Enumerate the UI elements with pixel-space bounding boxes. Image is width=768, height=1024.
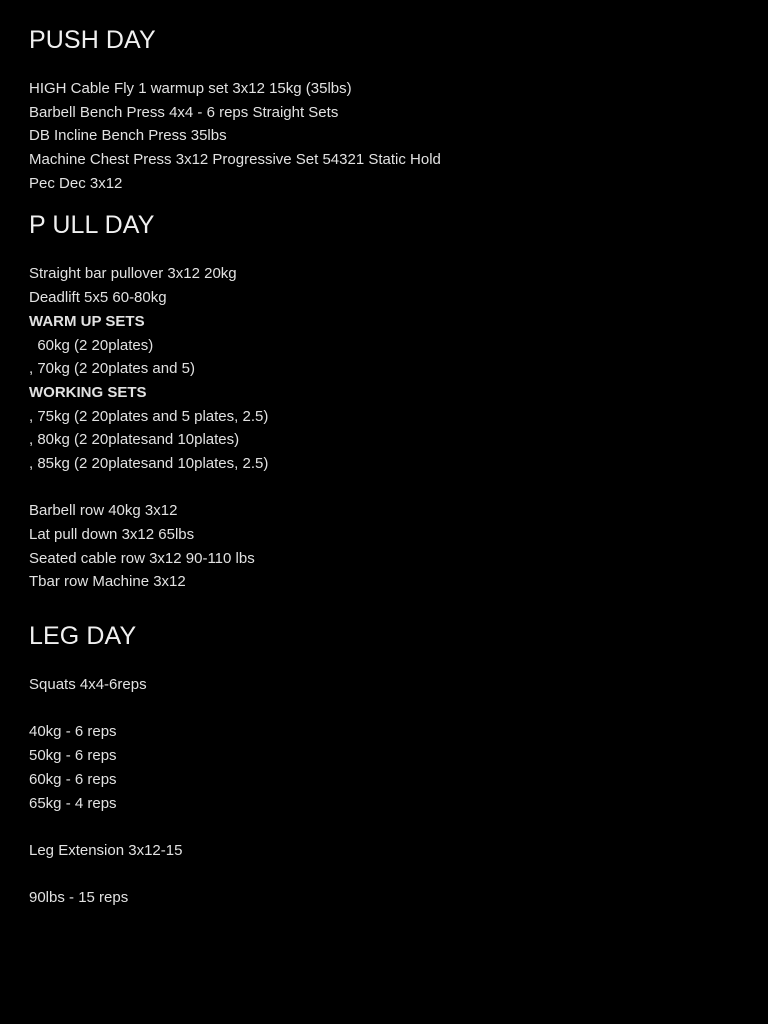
- exercise-line: , 80kg (2 20platesand 10plates): [29, 431, 240, 449]
- exercise-line: Barbell row 40kg 3x12: [29, 502, 178, 520]
- subheading-line: WORKING SETS: [29, 383, 147, 401]
- subheading-line: WARM UP SETS: [29, 312, 145, 330]
- blank-line: [29, 697, 739, 721]
- exercise-line: Squats 4x4-6reps: [29, 676, 147, 694]
- exercise-line: Barbell Bench Press 4x4 - 6 reps Straight Sets: [29, 103, 339, 121]
- exercise-line: Leg Extension 3x12-15: [29, 841, 183, 859]
- exercise-line: Lat pull down 3x12 65lbs: [29, 526, 195, 543]
- exercise-line: 65kg - 4 reps: [29, 794, 117, 812]
- exercise-line: Deadlift 5x5 60-80kg: [29, 289, 167, 307]
- leg-day-heading: LEG DAY: [29, 622, 137, 651]
- push-day-list: [29, 77, 739, 195]
- exercise-line: Tbar row Machine 3x12: [29, 573, 186, 591]
- blank-line: [29, 863, 739, 887]
- exercise-line: Straight bar pullover 3x12 20kg: [29, 265, 237, 283]
- pull-day-list: [29, 262, 739, 594]
- pull-day-heading: P ULL DAY: [29, 211, 155, 240]
- exercise-line: 60kg - 6 reps: [29, 770, 117, 788]
- exercise-line: 90lbs - 15 reps: [29, 889, 129, 907]
- exercise-line: Pec Dec 3x12: [29, 174, 123, 192]
- blank-line: [29, 476, 739, 500]
- push-day-heading: PUSH DAY: [29, 26, 156, 54]
- leg-day-list: [29, 673, 739, 910]
- exercise-line: 40kg - 6 reps: [29, 723, 117, 741]
- exercise-line: HIGH Cable Fly 1 warmup set 3x12 15kg (35lbs): [29, 80, 352, 97]
- exercise-line: 50kg - 6 reps: [29, 747, 117, 765]
- exercise-line: , 75kg (2 20plates and 5 plates, 2.5): [29, 407, 269, 425]
- exercise-line: , 85kg (2 20platesand 10plates, 2.5): [29, 454, 269, 472]
- exercise-line: DB Incline Bench Press 35lbs: [29, 127, 227, 145]
- exercise-line: Machine Chest Press 3x12 Progressive Set 54321 Static Hold: [29, 151, 441, 169]
- exercise-line: Seated cable row 3x12 90-110 lbs: [29, 549, 255, 567]
- exercise-line: 60kg (2 20plates): [29, 336, 154, 354]
- blank-line: [29, 815, 739, 839]
- exercise-line: , 70kg (2 20plates and 5): [29, 360, 195, 378]
